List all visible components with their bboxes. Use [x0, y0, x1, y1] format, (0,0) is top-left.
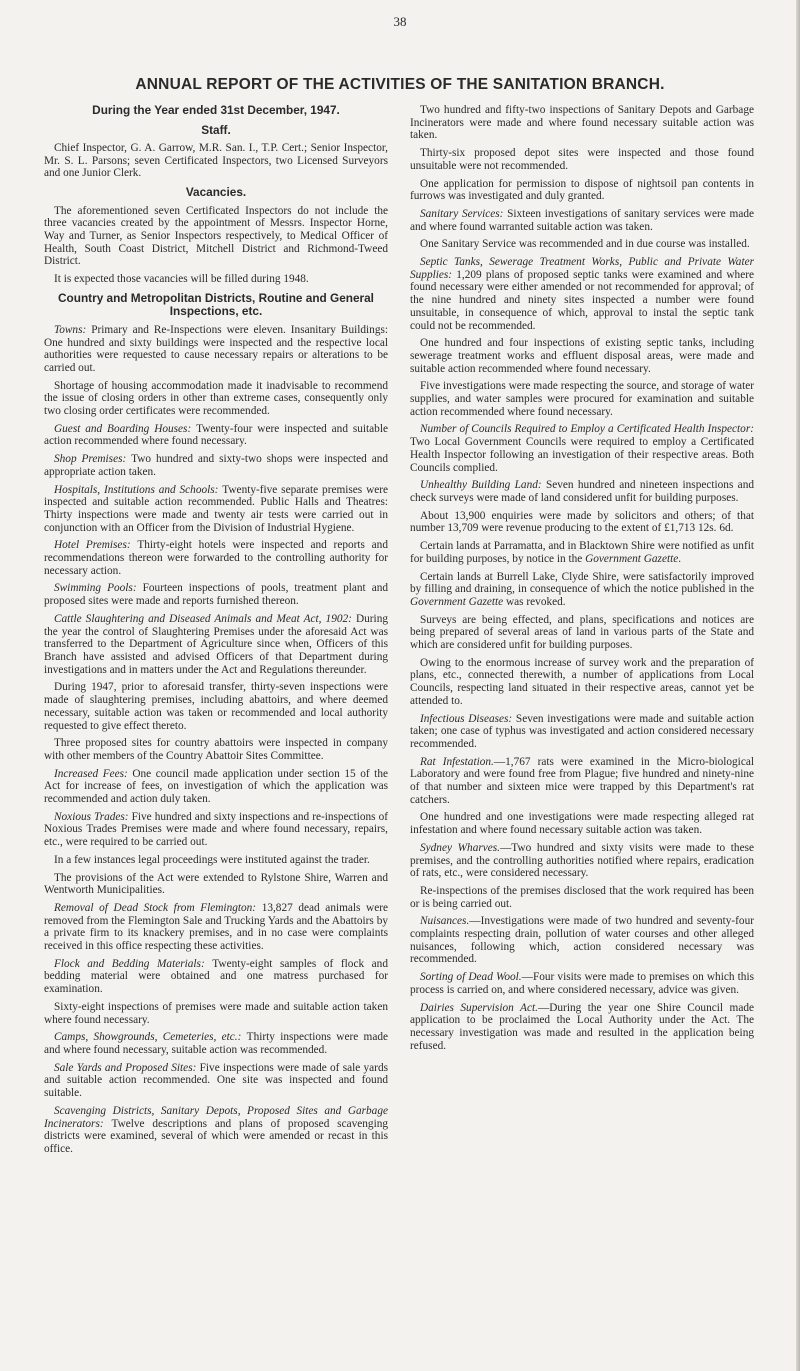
- year-heading: During the Year ended 31st December, 1947.: [92, 103, 340, 117]
- staff-paragraph: Chief Inspector, G. A. Garrow, M.R. San. I., T.P. Cert.; Senior Inspector, Mr. S. L. Parsons; seven Certificated Inspectors, two Licensed Surveyors and one Junior Clerk.: [44, 142, 388, 180]
- country-districts-heading: Country and Metropolitan Districts, Routine and General Inspections, etc.: [58, 290, 374, 319]
- rat-complaints-paragraph: One hundred and one investigations were made respecting alleged rat infestation and where found necessary suitable action was taken.: [410, 811, 754, 837]
- vacancies-paragraph: The aforementioned seven Certificated Inspectors do not include the three vacancies created by the appointment of Messrs. Inspector Horne, Way and Turner, as Senior Inspectors respectively, to Medical Officer of Health, South Coast District, Mitchell District and Richmond-Tweed District.: [44, 204, 388, 268]
- rat-paragraph: Rat Infestation.—1,767 rats were examined in the Micro-biological Laboratory and were found free from Plague; five hundred and ninety-nine of that number and sixteen mice were trapped by this Department's rat catchers.: [410, 755, 754, 806]
- water-paragraph: Five investigations were made respecting the source, and storage of water supplies, and water samples were procured for examination and suitable action recommended where found necessary.: [410, 380, 754, 418]
- flock-paragraph: Flock and Bedding Materials: Twenty-eight samples of flock and bedding material were obtained and one matress purchased for examination.: [44, 957, 388, 996]
- scan-edge: [796, 0, 800, 1371]
- nightsoil-paragraph: One application for permission to dispose of nightsoil pan contents in furrows was investigated and duly granted.: [410, 177, 754, 203]
- text-columns: [44, 104, 756, 1161]
- legal-paragraph: In a few instances legal proceedings were instituted against the trader.: [54, 853, 370, 866]
- swimming-paragraph: Swimming Pools: Fourteen inspections of pools, treatment plant and proposed sites were made and reports furnished thereon.: [44, 582, 389, 608]
- vacancies-paragraph: It is expected those vacancies will be filled during 1948.: [54, 273, 309, 286]
- wharves-paragraph: Sydney Wharves.—Two hundred and sixty visits were made to these premises, and the controlling authorities notified where repairs, eradication of rats, etc., were considered necessary.: [410, 841, 754, 880]
- fees-paragraph: Increased Fees: One council made application under section 15 of the Act for increase of fees, on investigation of which the application was recommended and action duly taken.: [44, 767, 388, 806]
- dairies-paragraph: Dairies Supervision Act.—During the year one Shire Council made application to be proclaimed the Local Authority under the Act. The necessary investigation was made and resulted in the application being refused.: [410, 1001, 754, 1052]
- shortage-paragraph: Shortage of housing accommodation made it inadvisable to recommend the issue of closing orders in other than extreme cases, consequently only two closing order certificates were recommended.: [44, 379, 388, 418]
- burrell-lake-paragraph: Certain lands at Burrell Lake, Clyde Shire, were satisfactorily improved by filling and draining, in consequence of which the notice published in the Government Gazette was revoked.: [410, 570, 754, 608]
- depot-sites-paragraph: Thirty-six proposed depot sites were inspected and those found unsuitable were not recommended.: [410, 147, 754, 172]
- shop-premises-paragraph: Shop Premises: Two hundred and sixty-two shops were inspected and appropriate action taken.: [44, 453, 389, 478]
- vacancies-heading: Vacancies.: [185, 185, 247, 200]
- towns-lead: Towns:: [54, 323, 92, 336]
- enquiries-paragraph: About 13,900 enquiries were made by solicitors and others; of that number 13,709 were revenue producing to the extent of £1,713 12s. 6d.: [410, 509, 754, 535]
- towns-paragraph: Towns: Primary and Re-Inspections were eleven. Insanitary Buildings: One hundred and sixty buildings were inspected and the respective local authorities were requested to cause necessary repairs or alterations to be carried out.: [44, 323, 389, 374]
- owing-paragraph: Owing to the enormous increase of survey work and the preparation of plans, etc., connected therewith, a number of applications from Local Councils, respecting land situated in their respective areas, cannot yet be attended to.: [410, 656, 754, 707]
- dead-wool-paragraph: Sorting of Dead Wool.—Four visits were made to premises on which this process is carried on, and where considered necessary, advice was given.: [410, 971, 754, 996]
- sanitary-services-paragraph: Sanitary Services: Sixteen investigations of sanitary services were made and where found warranted suitable action was taken.: [410, 207, 754, 233]
- reinspections-paragraph: Re-inspections of the premises disclosed that the work required has been or is being carried out.: [410, 884, 754, 910]
- parramatta-paragraph: Certain lands at Parramatta, and in Blacktown Shire were notified as unfit for building purposes, by notice in the Government Gazette.: [410, 540, 754, 565]
- existing-septic-paragraph: One hundred and four inspections of existing septic tanks, including sewerage treatment works and effluent disposal areas, were made and suitable action recommended where found necessary.: [410, 337, 754, 375]
- provisions-paragraph: The provisions of the Act were extended to Rylstone Shire, Warren and Wentworth Municipalities.: [44, 871, 388, 897]
- surveys-paragraph: Surveys are being effected, and plans, specifications and notices are being prepared of several areas of land in various parts of the State and which are considered unfit for building purposes.: [410, 613, 754, 652]
- unhealthy-land-paragraph: Unhealthy Building Land: Seven hundred and nineteen inspections and check surveys were made of land considered unfit for building purposes.: [410, 479, 754, 504]
- noxious-paragraph: Noxious Trades: Five hundred and sixty inspections and re-inspections of Noxious Trades Premises were made and where found necessary, repairs, etc., were required to be carried out.: [44, 810, 389, 849]
- guest-houses-paragraph: Guest and Boarding Houses: Twenty-four were inspected and suitable action recommended where found necessary.: [44, 422, 388, 448]
- hotel-paragraph: Hotel Premises: Thirty-eight hotels were inspected and reports and recommendations thereon were forwarded to the controlling authority for necessary action.: [44, 539, 388, 577]
- sixty-eight-paragraph: Sixty-eight inspections of premises were made and suitable action taken where found necessary.: [44, 1000, 388, 1026]
- camps-paragraph: Camps, Showgrounds, Cemeteries, etc.: Thirty inspections were made and where found necessary, suitable action was recommended.: [44, 1031, 389, 1056]
- nuisances-paragraph: Nuisances.—Investigations were made of two hundred and seventy-four complaints respecting drain, pollution of water courses and other alleged nuisances, following which, action considered necessary was recommended.: [410, 915, 754, 966]
- abattoir-paragraph: Three proposed sites for country abattoirs were inspected in company with other members of the Country Abattoir Sites Committee.: [44, 737, 388, 762]
- during-1947-paragraph: During 1947, prior to aforesaid transfer, thirty-seven inspections were made of slaughtering premises, including abattoirs, and where deemed necessary, suitable action was taken or recommended and local authority requested to give effect thereto.: [44, 681, 388, 732]
- septic-tanks-paragraph: Septic Tanks, Sewerage Treatment Works, Public and Private Water Supplies: 1,209 plans of proposed septic tanks were examined and where found necessary were either amended or not recommended for approval; of the nine hundred and ninety sites inspected a number were found unsuitable, in consequence of which, approval to instal the septic tank could not be recommended.: [410, 256, 754, 332]
- hospitals-paragraph: Hospitals, Institutions and Schools: Twenty-five separate premises were inspected and suitable action recommended. Public Halls and Theatres: Thirty inspections were made and twenty air tests were carried out in conjunction with an Officer from the Division of Industrial Hygiene.: [44, 483, 389, 534]
- councils-paragraph: Number of Councils Required to Employ a Certificated Health Inspector: Two Local Government Councils were required to employ a Certificated Health Inspector following an investigation of their respective areas. Both Councils complied.: [410, 423, 754, 474]
- dead-stock-paragraph: Removal of Dead Stock from Flemington: 13,827 dead animals were removed from the Flemington Sale and Trucking Yards and the Abattoirs by a private firm to its knackery premises, and in no case were complaints received in this office respecting these activities.: [44, 901, 388, 953]
- infectious-paragraph: Infectious Diseases: Seven investigations were made and suitable action taken; one case of typhus was investigated and action considered necessary recommended.: [410, 712, 754, 750]
- page-number: 38: [393, 14, 407, 29]
- right-column: [410, 104, 754, 1161]
- scavenging-paragraph: Scavenging Districts, Sanitary Depots, Proposed Sites and Garbage Incinerators: Twelve descriptions and plans of proposed scavenging districts were examined, several of which were amended or recast in this office.: [44, 1104, 388, 1155]
- depots-paragraph: Two hundred and fifty-two inspections of Sanitary Depots and Garbage Incinerators were made and where found necessary suitable action was taken.: [410, 104, 754, 142]
- left-column: [44, 104, 388, 1161]
- sale-yards-paragraph: Sale Yards and Proposed Sites: Five inspections were made of sale yards and suitable action recommended. One site was inspected and found suitable.: [44, 1061, 388, 1100]
- one-service-paragraph: One Sanitary Service was recommended and in due course was installed.: [420, 238, 750, 251]
- cattle-paragraph: Cattle Slaughtering and Diseased Animals and Meat Act, 1902: During the year the control of Slaughtering Premises under the aforesaid Act was transferred to the Department of Agriculture since when, Officers of this Branch have assisted and advised Officers of that Department during investigations and in matters under the Act and Regulations thereunder.: [44, 612, 388, 676]
- report-title: ANNUAL REPORT OF THE ACTIVITIES OF THE SANITATION BRANCH.: [135, 76, 665, 93]
- staff-heading: Staff.: [201, 122, 231, 137]
